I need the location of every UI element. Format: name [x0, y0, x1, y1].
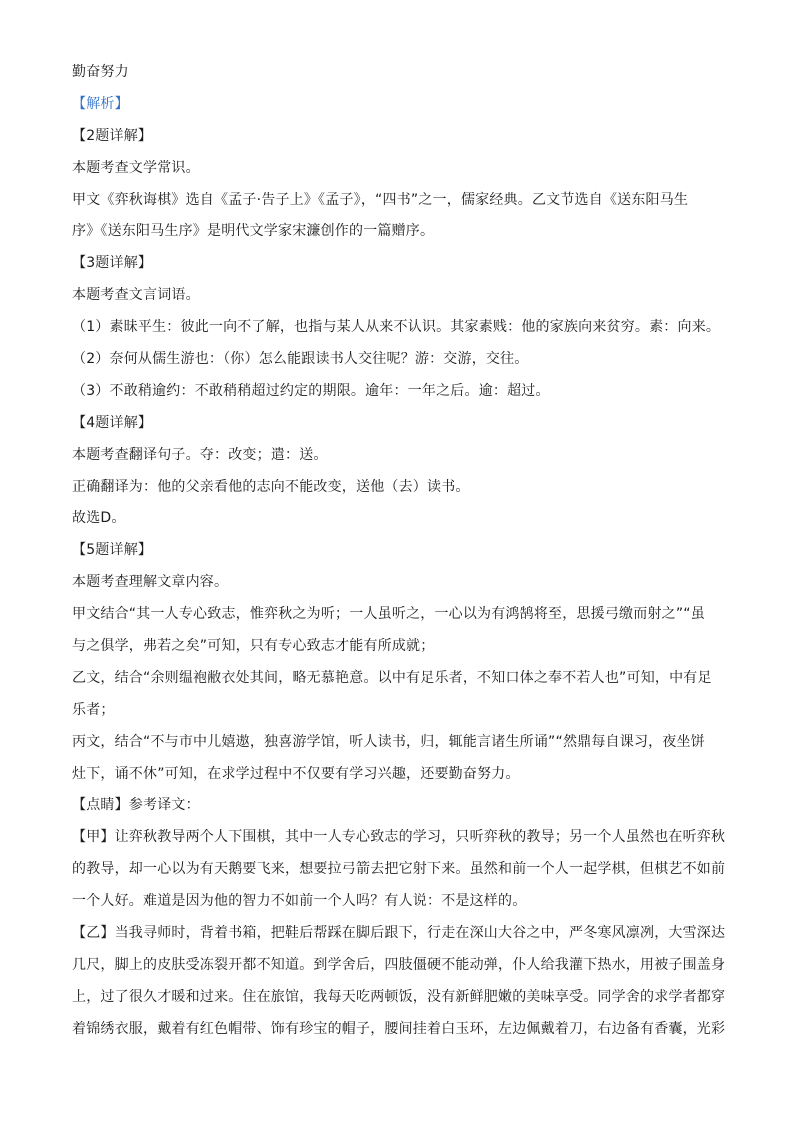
- text-line-18: 甲文结合“其一人专心致志，惟弈秋之为听；一人虽听之，一心以为有鸿鹄将至，思援弓缴而射之”“虽: [72, 606, 705, 623]
- document-page: [72, 62, 726, 1051]
- question-4-heading: 【4题详解】: [72, 414, 153, 431]
- text-line-26: 的教导，却一心以为有天鹅要飞来，想要拉弓箭去把它射下来。虽然和前一个人一起学棋，但棋艺不如前: [72, 861, 726, 878]
- text-line-17: 本题考查理解文章内容。: [72, 574, 229, 591]
- text-line-11: （3）不敢稍逾约：不敢稍稍超过约定的期限。逾年：一年之后。逾：超过。: [72, 382, 550, 399]
- text-line-10: （2）奈何从儒生游也：（你）怎么能跟读书人交往呢？游：交游，交往。: [72, 351, 529, 368]
- text-line-28: 【乙】当我寻师时，背着书箱，把鞋后帮踩在脚后跟下，行走在深山大谷之中，严冬寒风凛冽，大雪深达: [72, 925, 726, 942]
- text-line-19: 与之俱学，弗若之矣”可知，只有专心致志才能有所成就；: [72, 638, 435, 655]
- text-line-30: 上，过了很久才暖和过来。住在旅馆，我每天吃两顿饭，没有新鲜肥嫩的美味享受。同学舍的求学者都穿: [72, 988, 726, 1005]
- text-line-23: 灶下，诵不休”可知，在求学过程中不仅要有学习兴趣，还要勤奋努力。: [72, 765, 520, 782]
- text-line-21: 乐者；: [72, 701, 115, 718]
- text-line-8: 本题考查文言词语。: [72, 287, 200, 304]
- question-3-heading: 【3题详解】: [72, 255, 153, 272]
- text-line-29: 几尺，脚上的皮肤受冻裂开都不知道。到学舍后，四肢僵硬不能动弹，仆人给我灌下热水，用被子围盖身: [72, 956, 726, 973]
- text-line-13: 本题考查翻译句子。夺：改变；遣：送。: [72, 446, 328, 463]
- question-5-heading: 【5题详解】: [72, 542, 153, 559]
- text-line-6: 序》《送东阳马生序》是明代文学家宋濂创作的一篇赠序。: [72, 223, 435, 240]
- text-line-15: 故选D。: [72, 510, 126, 527]
- analysis-heading: 【解析】: [72, 95, 129, 112]
- text-line-31: 着锦绣衣服，戴着有红色帽带、饰有珍宝的帽子，腰间挂着白玉环，左边佩戴着刀，右边备有香囊，光彩: [72, 1020, 726, 1037]
- text-line-1: 勤奋努力: [72, 64, 129, 80]
- text-line-9: （1）素昧平生：彼此一向不了解，也指与某人从来不认识。其家素贱：他的家族向来贫穷。素：向来。: [72, 319, 721, 336]
- text-line-4: 本题考查文学常识。: [72, 159, 200, 176]
- text-line-22: 丙文，结合“不与市中儿嬉遨，独喜游学馆，听人读书，归，辄能言诸生所诵”“然鼎每自课习，夜坐饼: [72, 733, 705, 750]
- text-line-27: 一个人好。难道是因为他的智力不如前一个人吗？有人说：不是这样的。: [72, 893, 527, 910]
- text-line-25: 【甲】让弈秋教导两个人下围棋，其中一人专心致志的学习，只听弈秋的教导；另一个人虽然也在听弈秋: [72, 829, 726, 846]
- text-line-5: 甲文《弈秋诲棋》选自《孟子·告子上》《孟子》，“四书”之一，儒家经典。乙文节选自《送东阳马生: [72, 191, 689, 208]
- text-line-20: 乙文，结合“余则缊袍敝衣处其间，略无慕艳意。以中有足乐者，不知口体之奉不若人也”可知，中有足: [72, 669, 712, 686]
- highlight-heading: 【点睛】参考译文：: [72, 797, 200, 814]
- question-2-heading: 【2题详解】: [72, 127, 153, 144]
- text-line-14: 正确翻译为：他的父亲看他的志向不能改变，送他（去）读书。: [72, 478, 470, 495]
